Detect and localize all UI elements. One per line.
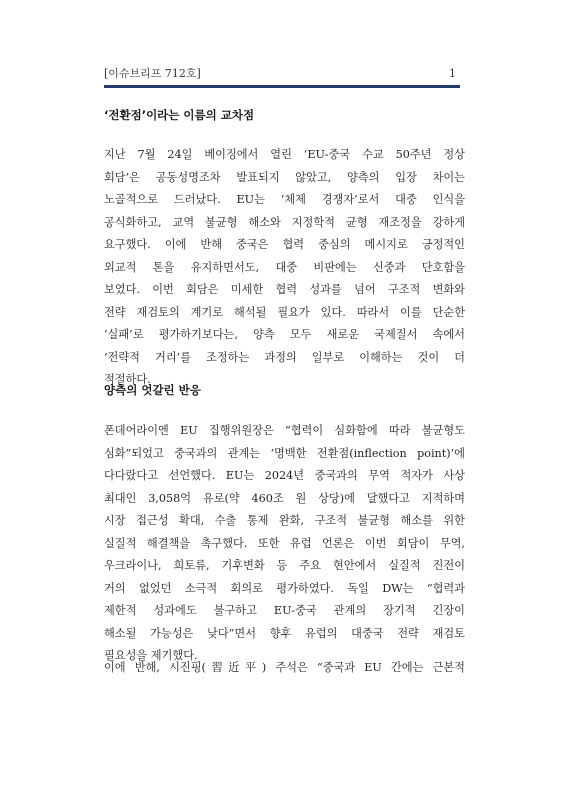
- section-heading-divergent-reactions: 양측의 엇갈린 반응: [104, 383, 201, 397]
- paragraph-line: 전략 재검토의 계기로 해석될 필요가 있다. 따라서 이를 단순한: [104, 305, 465, 319]
- issue-brief-label: [이슈브리프 712호]: [104, 67, 201, 80]
- paragraph-line: 다다랐다고 선언했다. EU는 2024년 중국과의 무역 적자가 사상: [104, 469, 465, 482]
- paragraph-line: 보였다. 이번 회담은 미세한 협력 성과를 넘어 구조적 변화와: [104, 283, 465, 296]
- paragraph-line: 시장 접근성 확대, 수출 통제 완화, 구조적 불균형 해소를 위한: [104, 514, 465, 527]
- page-header: [104, 66, 460, 82]
- page-number: 1: [449, 67, 456, 80]
- paragraph-line: 이에 반해, 시진핑(習近平) 주석은 “중국과 EU 간에는 근본적: [104, 661, 465, 674]
- paragraph-line: 실질적 해결책을 촉구했다. 또한 유럽 언론은 이번 회담이 무역,: [104, 536, 465, 550]
- paragraph-line: 해소될 가능성은 낮다”면서 향후 유럽의 대중국 전략 재검토: [104, 626, 465, 640]
- paragraph-summit-overview: [104, 144, 465, 392]
- paragraph-line: 공식화하고, 교역 불균형 해소와 지정학적 균형 재조정을 강하게: [104, 215, 465, 229]
- paragraph-line: ‘전략적 거리’를 조정하는 과정의 일부로 이해하는 것이 더: [104, 350, 465, 364]
- paragraph-china-reaction: [104, 657, 465, 680]
- section-heading-turning-point: ‘전환점’이라는 이름의 교차점: [104, 108, 255, 122]
- paragraph-line: 폰데어라이엔 EU 집행위원장은 “협력이 심화함에 따라 불균형도: [104, 424, 465, 437]
- paragraph-line: 요구했다. 이에 반해 중국은 협력 중심의 메시지로 긍정적인: [104, 238, 465, 251]
- paragraph-line: ‘실패’로 평가하기보다는, 양측 모두 새로운 국제질서 속에서: [104, 328, 465, 341]
- paragraph-eu-reaction: [104, 420, 465, 668]
- paragraph-line: 지난 7월 24일 베이징에서 열린 ‘EU-중국 수교 50주년 정상: [104, 148, 465, 161]
- paragraph-line: 노골적으로 드러났다. EU는 ‘체제 경쟁자’로서 대중 인식을: [104, 193, 465, 206]
- paragraph-line: 거의 없었던 소극적 회의로 평가하였다. 독일 DW는 “협력과: [104, 581, 465, 595]
- paragraph-line: 제한적 성과에도 불구하고 EU-중국 관계의 장기적 긴장이: [104, 604, 465, 617]
- paragraph-line: 적절하다.: [104, 373, 151, 386]
- paragraph-line: 필요성을 제기했다.: [104, 649, 198, 662]
- paragraph-line: 최대인 3,058억 유로(약 460조 원 상당)에 달했다고 지적하며: [104, 491, 465, 505]
- paragraph-line: 회담’은 공동성명조차 발표되지 않았고, 양측의 입장 차이는: [104, 170, 465, 184]
- paragraph-line: 심화”되었고 중국과의 관계는 ‘명백한 전환점(inflection point)’에: [104, 446, 465, 460]
- header-rule: [104, 85, 460, 88]
- paragraph-line: 우크라이나, 희토류, 기후변화 등 주요 현안에서 실질적 진전이: [104, 559, 465, 572]
- paragraph-line: 외교적 톤을 유지하면서도, 대중 비판에는 신중과 단호함을: [104, 260, 465, 274]
